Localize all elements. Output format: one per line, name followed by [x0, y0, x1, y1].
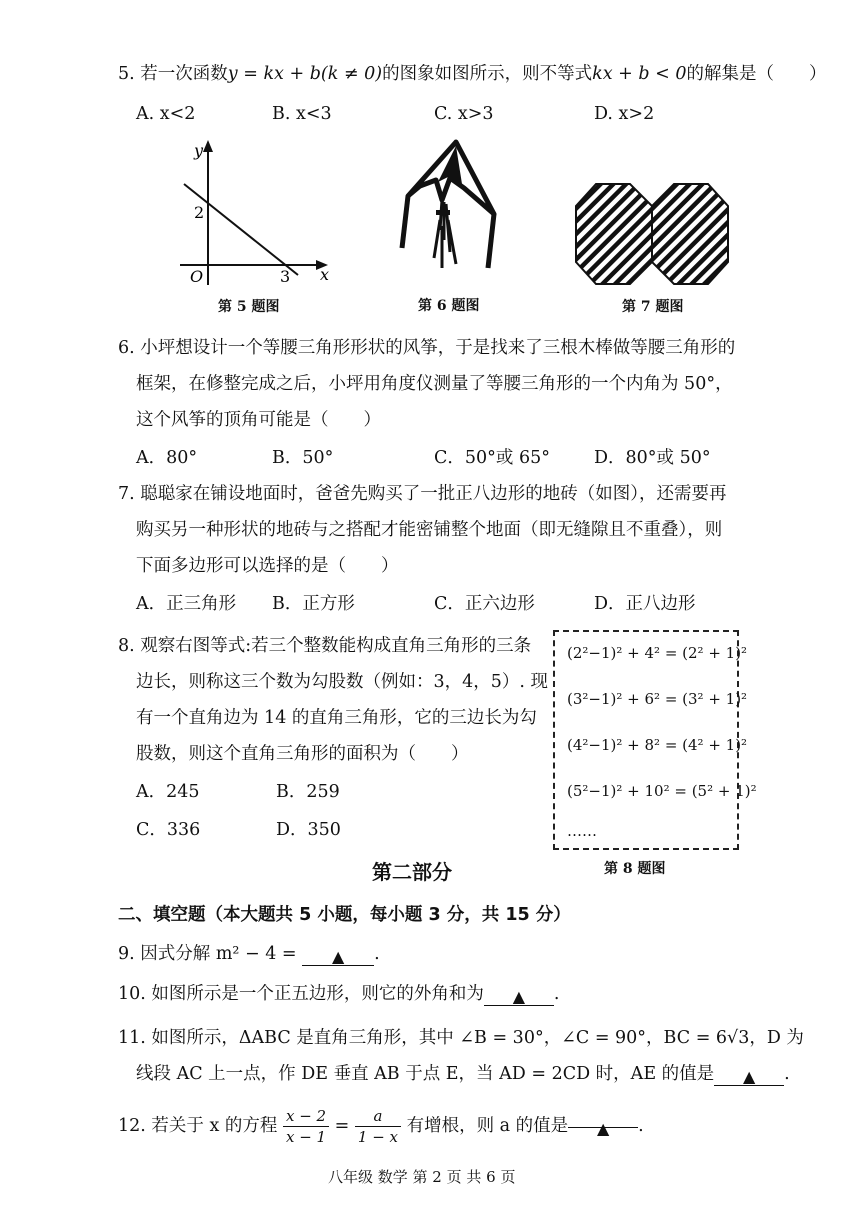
q6-option-d: D．80°或 50° — [594, 448, 711, 468]
q12-end: . — [638, 1116, 644, 1136]
fig6-kite-left-rod — [402, 196, 408, 248]
q11-answer-blank[interactable] — [714, 1065, 784, 1086]
q6-option-a: A．80° — [136, 448, 198, 468]
q5-option-b: B. x<3 — [272, 104, 332, 124]
q12-equals: = — [334, 1116, 350, 1136]
fig6-kite-band — [436, 210, 450, 215]
q10-stem-text: 10. 如图所示是一个正五边形，则它的外角和为 — [118, 984, 484, 1004]
fig5-x-label: x — [320, 265, 330, 284]
q8-line-1: 8. 观察右图等式:若三个整数能构成直角三角形的三条 — [118, 636, 532, 656]
q12-stem-b: 有增根，则 a 的值是 — [406, 1116, 569, 1136]
q6-option-b: B．50° — [272, 448, 334, 468]
fig5-origin-label: O — [190, 267, 204, 286]
q11-line-1: 11. 如图所示，ΔABC 是直角三角形，其中 ∠B = 30°，∠C = 90°，BC = 6√3，D 为 — [118, 1028, 804, 1048]
q11-end: . — [784, 1064, 790, 1084]
q7-option-c: C．正六边形 — [434, 594, 535, 614]
fig7-caption: 第 7 题图 — [622, 299, 684, 315]
q9-answer-blank[interactable] — [302, 945, 374, 966]
q6-line-3: 这个风筝的顶角可能是（ ） — [136, 410, 381, 430]
q8-line-4: 股数，则这个直角三角形的面积为（ ） — [136, 744, 469, 764]
fig5-y-intercept-label: 2 — [194, 203, 205, 222]
q12-stem-a: 12. 若关于 x 的方程 — [118, 1116, 278, 1136]
fig8-ellipsis: …… — [567, 822, 597, 840]
q10-end: . — [553, 984, 560, 1004]
q6-line-1: 6. 小坪想设计一个等腰三角形形状的风筝，于是找来了三根木棒做等腰三角形的 — [118, 338, 736, 358]
fig8-equation-4: (5²−1)² + 10² = (5² + 1)² — [567, 782, 757, 800]
fig6-kite-right-rod — [488, 214, 494, 268]
fig5-x-intercept-label: 3 — [280, 267, 291, 286]
q6-line-2: 框架，在修整完成之后，小坪用角度仪测量了等腰三角形的一个内角为 50°， — [136, 374, 733, 394]
fig8-caption: 第 8 题图 — [604, 861, 666, 877]
q7-option-a: A．正三角形 — [136, 594, 237, 614]
page-footer: 八年级 数学 第 2 页 共 6 页 — [328, 1168, 516, 1186]
fig7-octagons — [574, 182, 730, 286]
fig8-equation-3: (4²−1)² + 8² = (4² + 1)² — [567, 736, 748, 754]
q12-fraction-right-denominator: 1 − x — [357, 1128, 399, 1146]
q12-stem — [118, 1104, 644, 1148]
fig5-caption: 第 5 题图 — [218, 299, 280, 315]
q8-option-d: D．350 — [276, 820, 341, 840]
part2-section-heading: 二、填空题（本大题共 5 小题，每小题 3 分，共 15 分） — [118, 905, 571, 925]
q8-option-b: B．259 — [276, 782, 340, 802]
fig8-equation-1: (2²−1)² + 4² = (2² + 1)² — [567, 644, 748, 662]
q5-ineq: kx + b < 0 — [592, 64, 687, 84]
q5-stem-c: 的解集是（ ） — [686, 64, 827, 84]
fig6-kite — [398, 140, 508, 275]
q12-fraction-left-numerator: x − 2 — [283, 1106, 329, 1127]
q9-stem — [118, 942, 380, 966]
q9-stem-text: 9. 因式分解 m² − 4 = — [118, 944, 297, 964]
q10-stem — [118, 982, 559, 1006]
q11-line-2-text: 线段 AC 上一点，作 DE 垂直 AB 于点 E，当 AD = 2CD 时，AE 的值是 — [136, 1064, 715, 1084]
fig7-octagon-left — [576, 184, 652, 284]
q5-option-d: D. x>2 — [594, 104, 655, 124]
q7-line-3: 下面多边形可以选择的是（ ） — [136, 556, 399, 576]
q12-fraction-left-denominator: x − 1 — [285, 1128, 327, 1146]
q11-line-2 — [136, 1062, 790, 1086]
q12-fraction-left — [283, 1106, 329, 1147]
q5-stem-b: 的图象如图所示，则不等式 — [382, 64, 593, 84]
q8-line-2: 边长，则称这三个数为勾股数（例如：3，4，5）. 现 — [136, 672, 549, 692]
q12-fraction-right — [355, 1106, 401, 1147]
q5-stem-a: 5. 若一次函数 — [118, 64, 228, 84]
fig8-equation-2: (3²−1)² + 6² = (3² + 1)² — [567, 690, 748, 708]
q9-end: . — [374, 944, 380, 964]
q8-option-c: C．336 — [136, 820, 201, 840]
q6-option-c: C．50°或 65° — [434, 448, 550, 468]
q5-option-c: C. x>3 — [434, 104, 494, 124]
q11-blank-marker: ▲ — [743, 1067, 756, 1086]
fig8-equation-box — [553, 630, 757, 850]
q10-answer-blank[interactable] — [484, 985, 554, 1006]
q5-func: y = kx + b(k ≠ 0) — [227, 64, 383, 84]
q7-option-b: B．正方形 — [272, 594, 355, 614]
q12-blank-marker: ▲ — [597, 1119, 610, 1138]
q12-answer-blank[interactable] — [568, 1107, 638, 1138]
q8-line-3: 有一个直角边为 14 的直角三角形，它的三边长为勾 — [136, 708, 537, 728]
fig5-y-label: y — [194, 141, 204, 160]
q5-stem — [118, 62, 826, 86]
fig6-kite-body — [408, 142, 494, 214]
fig5-y-arrow — [203, 140, 213, 152]
q10-blank-marker: ▲ — [512, 987, 526, 1006]
q5-option-a: A. x<2 — [136, 104, 196, 124]
fig7-octagon-right — [652, 184, 728, 284]
fig6-caption: 第 6 题图 — [418, 298, 480, 314]
part2-title: 第二部分 — [372, 860, 452, 884]
q9-blank-marker: ▲ — [332, 947, 345, 966]
fig5-function-line — [184, 184, 298, 275]
q12-fraction-right-numerator: a — [355, 1106, 401, 1127]
fig5-graph — [170, 140, 340, 290]
q8-option-a: A．245 — [136, 782, 200, 802]
q7-line-2: 购买另一种形状的地砖与之搭配才能密铺整个地面（即无缝隙且不重叠），则 — [136, 520, 723, 540]
q7-line-1: 7. 聪聪家在铺设地面时，爸爸先购买了一批正八边形的地砖（如图），还需要再 — [118, 484, 727, 504]
q7-option-d: D．正八边形 — [594, 594, 696, 614]
